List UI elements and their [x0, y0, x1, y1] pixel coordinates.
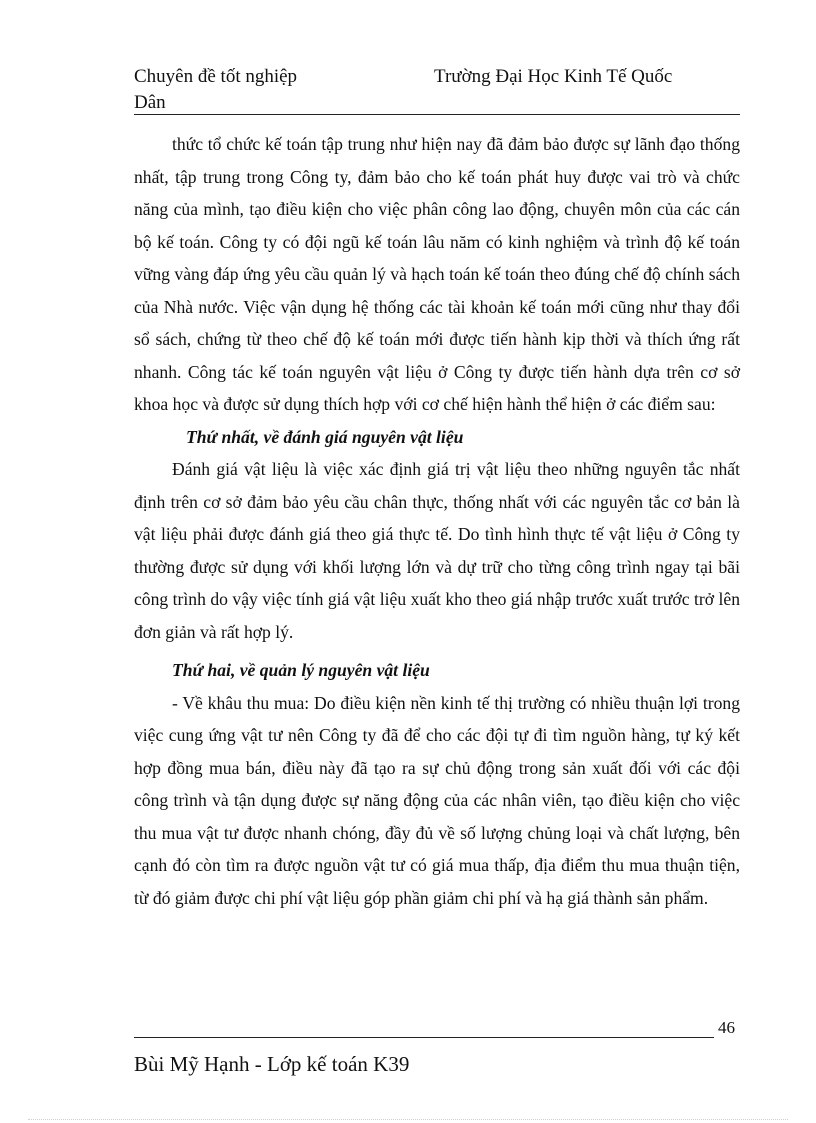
- header-divider: [134, 114, 740, 115]
- page-body: [134, 128, 740, 914]
- page-bottom-edge: [28, 1119, 788, 1120]
- header-document-type: Chuyên đề tốt nghiệp: [134, 66, 298, 87]
- paragraph-1: thức tổ chức kế toán tập trung như hiện nay đã đảm bảo được sự lãnh đạo thống nhất, tập trung trong Công ty, đảm bảo cho kế toán phát huy được vai trò và chức năng của mình, tạo điều kiện cho việc phân công lao động, chuyên môn của các cán bộ kế toán. Công ty có đội ngũ kế toán lâu năm có kinh nghiệm và trình độ kế toán vững vàng đáp ứng yêu cầu quản lý và hạch toán kế toán theo đúng chế độ chính sách của Nhà nước. Việc vận dụng hệ thống các tài khoản kế toán mới cũng như thay đổi sổ sách, chứng từ theo chế độ kế toán mới được tiến hành kịp thời và thích ứng rất nhanh. Công tác kế toán nguyên vật liệu ở Công ty được tiến hành dựa trên cơ sở khoa học và được sử dụng thích hợp với cơ chế hiện hành thể hiện ở các điểm sau:: [134, 134, 740, 414]
- paragraph-2: Đánh giá vật liệu là việc xác định giá trị vật liệu theo những nguyên tắc nhất định trên cơ sở đảm bảo yêu cầu chân thực, thống nhất với các nguyên tắc cơ bản là vật liệu phải được đánh giá theo giá thực tế. Do tình hình thực tế vật liệu ở Công ty thường được sử dụng với khối lượng lớn và dự trữ cho từng công trình ngay tại bãi công trình do vậy việc tính giá vật liệu xuất kho theo giá nhập trước xuất trước trở lên đơn giản và rất hợp lý.: [134, 459, 740, 642]
- header-university: Trường Đại Học Kinh Tế Quốc: [434, 66, 673, 87]
- footer-author: Bùi Mỹ Hạnh - Lớp kế toán K39: [134, 1052, 410, 1076]
- section-heading-1: Thứ nhất, về đánh giá nguyên vật liệu: [186, 426, 464, 447]
- paragraph-3: - Về khâu thu mua: Do điều kiện nền kinh tế thị trường có nhiều thuận lợi trong việc cung ứng vật tư nên Công ty đã để cho các đội tự đi tìm nguồn hàng, tự ký kết hợp đồng mua bán, điều này đã tạo ra sự chủ động trong sản xuất đối với các đội công trình và tận dụng được sự năng động của các nhân viên, tạo điều kiện cho việc thu mua vật tư được nhanh chóng, đầy đủ về số lượng chủng loại và chất lượng, bên cạnh đó còn tìm ra được nguồn vật tư có giá mua thấp, địa điểm thu mua thuận tiện, từ đó giảm được chi phí vật liệu góp phần giảm chi phí và hạ giá thành sản phẩm.: [134, 692, 740, 908]
- header-university-continued: Dân: [134, 92, 166, 113]
- section-heading-2: Thứ hai, về quản lý nguyên vật liệu: [172, 660, 430, 680]
- footer-divider: [134, 1037, 714, 1038]
- page-number: 46: [718, 1018, 735, 1037]
